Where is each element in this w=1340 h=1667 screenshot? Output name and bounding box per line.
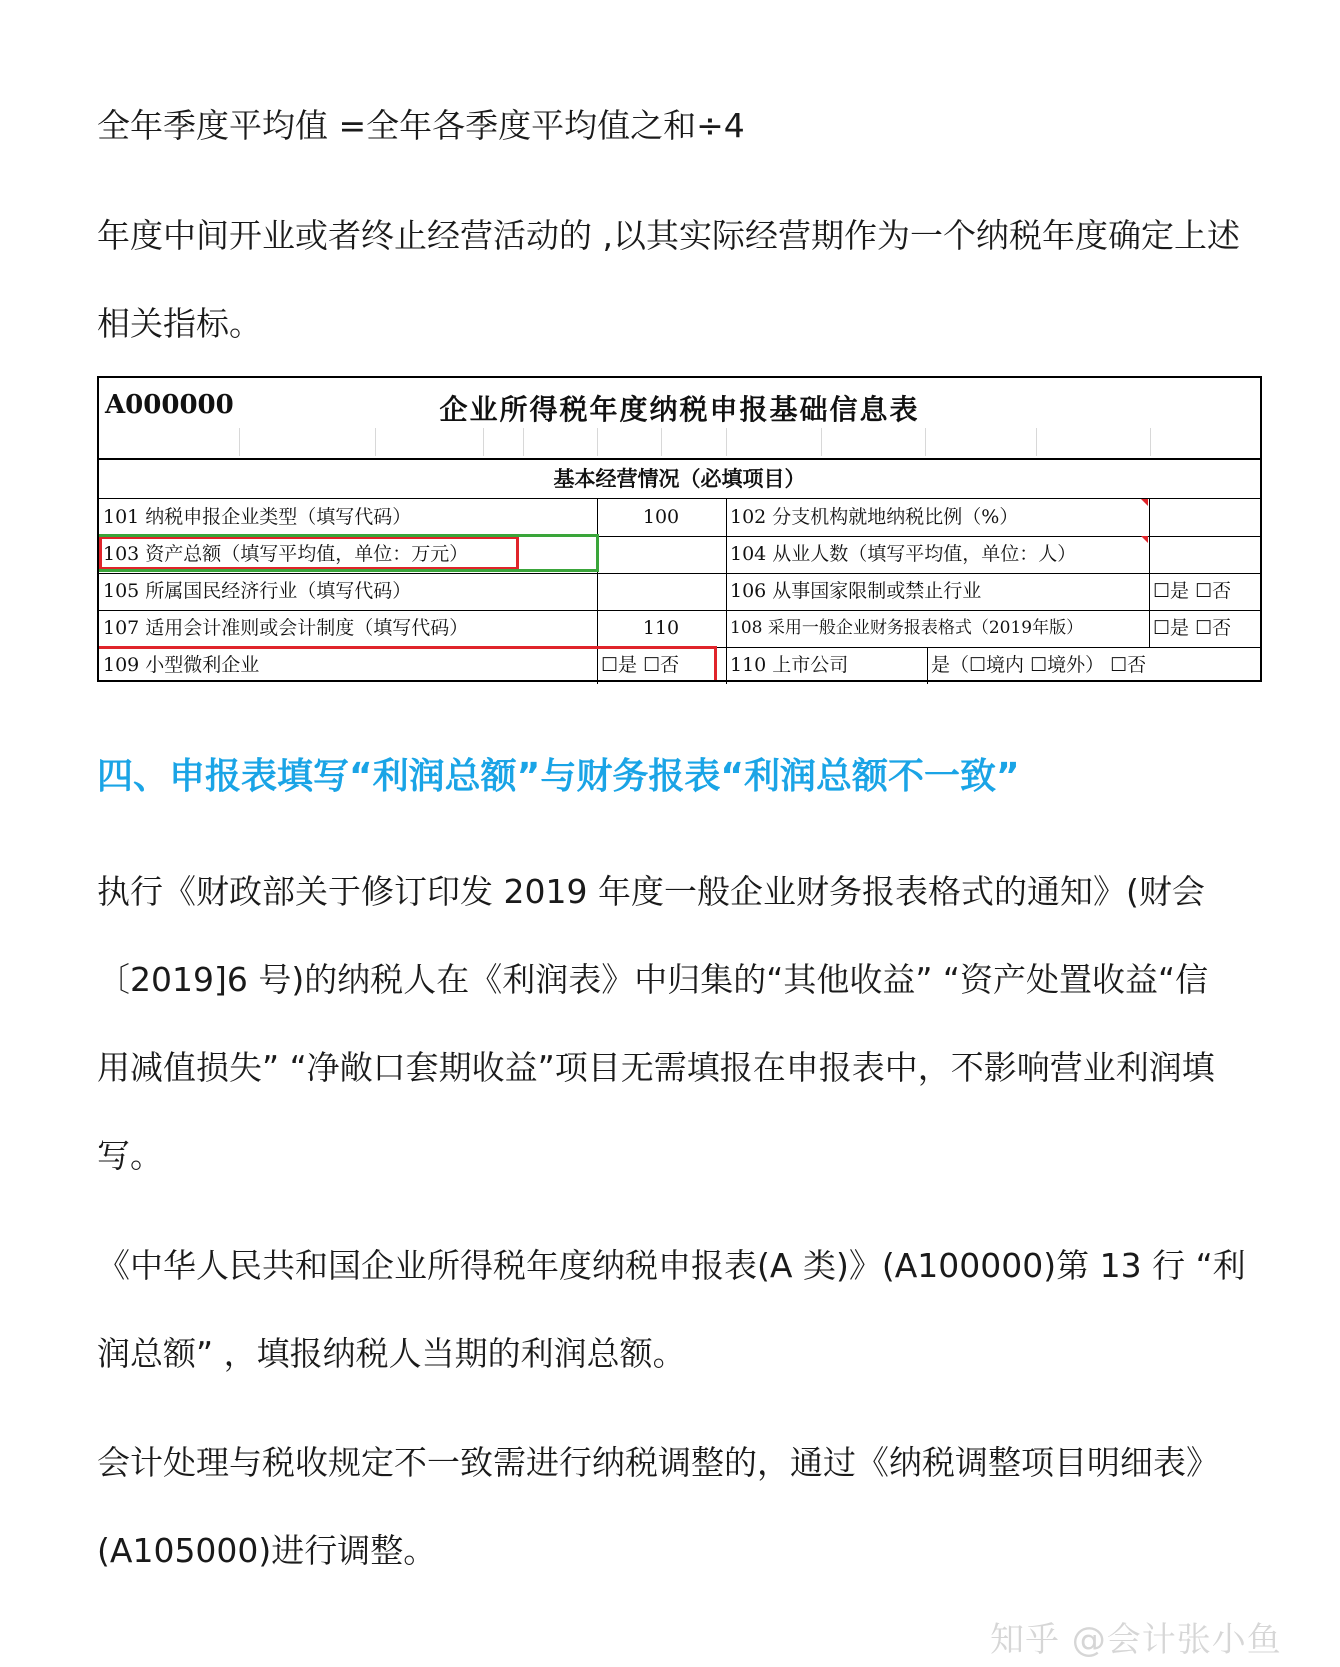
form-row-107 [99, 610, 1260, 648]
section-heading: 四、申报表填写“利润总额”与财务报表“利润总额不一致” [97, 756, 1020, 797]
paragraph-quarterly-average: 全年季度平均值 =全年各季度平均值之和÷4 [97, 106, 745, 145]
form-row-105 [99, 573, 1260, 611]
field-label-103: 103 资产总额（填写平均值，单位：万元） [103, 543, 469, 565]
field-label-105: 105 所属国民经济行业（填写代码） [103, 580, 412, 602]
paragraph-notice-line-3: 用减值损失” “净敞口套期收益”项目无需填报在申报表中，不影响营业利润填 [97, 1048, 1215, 1087]
field-label-109: 109 小型微利企业 [103, 654, 260, 676]
field-value-101: 100 [642, 506, 680, 528]
paragraph-notice-line-4: 写。 [97, 1136, 163, 1175]
field-value-102 [1149, 499, 1261, 536]
paragraph-a100000-line-1: 《中华人民共和国企业所得税年度纳税申报表(A 类)》(A100000)第 13 行 “利 [97, 1246, 1246, 1285]
form-code: A000000 [105, 390, 234, 420]
paragraph-adjustment-line-2: (A105000)进行调整。 [97, 1531, 437, 1570]
field-label-101: 101 纳税申报企业类型（填写代码） [103, 506, 412, 528]
highlight-small-micro [99, 646, 717, 680]
paragraph-adjustment-line-1: 会计处理与税收规定不一致需进行纳税调整的，通过《纳税调整项目明细表》 [97, 1443, 1219, 1482]
field-value-106: ☐是 ☐否 [1153, 580, 1232, 602]
form-title: 企业所得税年度纳税申报基础信息表 [439, 393, 920, 426]
field-label-107: 107 适用会计准则或会计制度（填写代码） [103, 617, 469, 639]
field-label-106: 106 从事国家限制或禁止行业 [730, 580, 982, 602]
field-value-110: 是（☐境内 ☐境外） ☐否 [931, 654, 1147, 676]
field-value-103 [597, 536, 725, 573]
zhihu-watermark: 知乎 @会计张小鱼 [990, 1620, 1282, 1660]
highlight-asset-value [99, 534, 599, 572]
paragraph-mid-year-line-1: 年度中间开业或者终止经营活动的 ,以其实际经营期作为一个纳税年度确定上述 [97, 216, 1240, 255]
paragraph-a100000-line-2: 润总额” ，填报纳税人当期的利润总额。 [97, 1334, 686, 1373]
paragraph-notice-line-1: 执行《财政部关于修订印发 2019 年度一般企业财务报表格式的通知》(财会 [97, 872, 1205, 911]
field-value-109: ☐是 ☐否 [601, 654, 680, 676]
paragraph-notice-line-2: 〔2019]6 号)的纳税人在《利润表》中归集的“其他收益” “资产处置收益“信 [97, 960, 1209, 999]
field-label-104: 104 从业人数（填写平均值，单位：人） [730, 543, 1077, 565]
field-label-108: 108 采用一般企业财务报表格式（2019年版） [730, 618, 1084, 638]
field-value-104 [1149, 536, 1261, 573]
paragraph-mid-year-line-2: 相关指标。 [97, 304, 262, 343]
form-row-101 [99, 499, 1260, 537]
field-value-107: 110 [642, 617, 680, 639]
field-value-108: ☐是 ☐否 [1153, 617, 1232, 639]
form-section-header: 基本经营情况（必填项目） [99, 460, 1260, 499]
tax-basic-info-form [97, 376, 1262, 682]
field-value-105 [597, 573, 725, 610]
field-label-102: 102 分支机构就地纳税比例（%） [730, 506, 1019, 528]
field-label-110: 110 上市公司 [730, 654, 849, 676]
form-empty-grid-row [99, 426, 1260, 460]
